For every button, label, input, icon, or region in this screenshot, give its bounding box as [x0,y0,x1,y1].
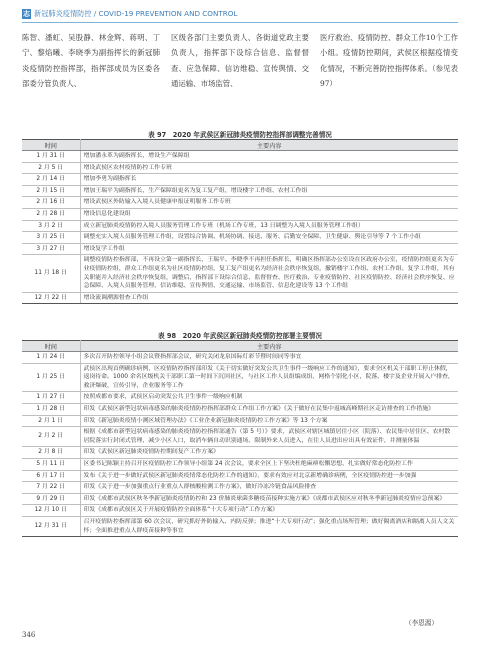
row-content: 印发《武侯区新冠肺炎疫情防控期间复产工作方案》 [80,447,458,459]
row-content: 调整充实入境人员服务管理工作组，设置综合协调、机场协调、接送、服务、后勤安全保障、卫生健康、舆论引导等 7 个工作小组 [80,232,458,244]
table-row [22,415,458,427]
intro-text [22,30,458,122]
intro-column-2: 区级各部门主要负责人、各街道党政主要负责人，指挥部下设综合信息、监督督查、应急保障、信访维稳、宣传舆情、交通运输、市场监管、 [171,33,309,89]
row-content: 增设复学工作组 [80,243,458,255]
author-signature: （李恩源） [405,619,438,627]
table-row [22,174,458,186]
row-date: 2 月 8 日 [22,447,80,459]
row-date: 1 月 31 日 [22,151,80,163]
table-row [22,185,458,197]
table97-header-content: 主要内容 [80,140,458,151]
table-row [22,151,458,163]
row-content: 印发《成都市武侯区秋冬季新冠肺炎疫情防控和 23 价肺炎球菌多糖疫苗接种实施方案》《成都市武侯区应对秋冬季新冠肺炎疫情应急预案》 [80,493,458,505]
table-row [22,255,458,292]
row-content: 印发《关于进一步加强重点行业重点人群核酸检测工作方案》，做好冷冻冷链食品风险排查 [80,482,458,494]
row-content: 召开疫情防控指挥部第 60 次会议，研究抓好外防输入、内防反弹；推进“十大专项行动”；强化重点场所管理；做好隔离酒店和隔离人员人文关怀；全面推进重点人群疫苗接种等事宜 [80,516,458,536]
page-header [22,8,458,22]
row-date: 2 月 2 日 [22,427,80,447]
table97 [22,139,458,304]
intro-column-1: 陈智、潘虹、吴股静、林金辉、蒋明、丁宁、黎焰曦、李晓季为副指挥长的新冠肺炎疫情防控指挥部，指挥部成员为区委各部委分管负责人、 [22,33,160,89]
table-row [22,447,458,459]
table-row [22,458,458,470]
row-date: 3 月 27 日 [22,243,80,255]
row-content: 增设流调溯源督查工作组 [80,292,458,304]
row-content: 根据《成都市新型冠状病毒感染的肺炎疫情防控指挥部通告（第 5 号）》要求，武侯区对辖区城镇居住小区（院落）、农民集中居住区、农村散居院落实行封闭式管理，减少小区人口，取消车辆自动识别通场、限制外来人员进入，在住人员进出应出具有效证件，并测量体温 [80,427,458,447]
row-content: 增加潘永革为副指挥长，增设生产保障组 [80,151,458,163]
header-divider [22,22,458,23]
row-content: 增设武侯区外防输入入境人员健康申报证明服务工作专班 [80,197,458,209]
table-row [22,505,458,517]
table-row [22,493,458,505]
table-row [22,243,458,255]
row-content: 调整疫情防控指挥部，不再设立第一副指挥长，王瑞平、李晓季不再担任指挥长，明确区指挥部办公室设在区政府办公室，疫情防控组更名为专业疫情防控组，群众工作组更名为社区疫情防控组，复工复产组更名为经济社会秩序恢复组，撤销楼宇工作组、农村工作组、复学工作组，其有关职能并入经济社会秩序恢复组，调整后，指挥部下设综合信息、监督督查、医疗救治、专业疫情防控、社区疫情防控、经济社会秩序恢复、应急保障、入境人员服务管理、信访维稳、宣传舆情、交通运输、市场监管、信息化建设等 13 个工作组 [80,255,458,292]
row-date: 2 月 16 日 [22,197,80,209]
table-row [22,427,458,447]
row-date: 6 月 17 日 [22,470,80,482]
table-row [22,403,458,415]
book-logo-icon: 志 [23,10,30,18]
table-row [22,292,458,304]
row-date: 7 月 22 日 [22,482,80,494]
row-date: 9 月 29 日 [22,493,80,505]
table98-header-time: 时间 [22,341,80,352]
table98-caption: 表 98 2020 年武侯区新冠肺炎疫情防控部署主要情况 [158,332,322,340]
row-content: 武侯区出现首例确诊病例，区疫情防控指挥部印发《关于切实做好突发公共卫生事件一级响应工作的通知》，要求全区机关干部职工停止休假，返岗待命。1000 余名区级机关干部职工第一时间下沉回社区，与社区工作人员组编成组，网格个别化小区，院落、楼宇及企业开展入户排查，救济爆破，宣传引导，企业服务等工作 [80,363,458,392]
row-date: 3 月 2 日 [22,220,80,232]
row-date: 12 月 10 日 [22,505,80,517]
row-date: 2 月 14 日 [22,174,80,186]
row-date: 1 月 28 日 [22,403,80,415]
row-date: 1 月 25 日 [22,363,80,392]
table98-header-content: 主要内容 [80,341,458,352]
row-date: 3 月 25 日 [22,232,80,244]
table-row [22,232,458,244]
row-content: 增加李勇为副指挥长 [80,174,458,186]
row-content: 区委书记陈颖主持召开区疫情防控工作领导小组第 24 次会议，要求全区上下坚决杜绝麻痹松懈思想，扎实做好常态化防控工作 [80,458,458,470]
row-date: 2 月 5 日 [22,162,80,174]
table98 [22,340,458,537]
table98-body [22,352,458,537]
row-content: 成立新冠肺炎疫情防控入境人员服务管理工作专班（机场工作专班，13 日调整为入境人员服务管理工作组） [80,220,458,232]
table-row [22,363,458,392]
row-content: 增加王瑞平为副指挥长，生产保障组更名为复工复产组，增设楼宇工作组、农村工作组 [80,185,458,197]
table-row [22,162,458,174]
row-content: 印发《新冠肺炎疫情小测区域管理办法》《工业企业新冠肺炎疫情防控工作方案》等 13 个方案 [80,415,458,427]
row-content: 发布《关于进一步做好武侯区新冠肺炎疫情常态化防控工作的通知》，要求有效应对北京新增确诊病例，全区疫情防控进一步加强 [80,470,458,482]
table-row [22,352,458,364]
row-content: 增设武侯区农村疫情防控工作专班 [80,162,458,174]
row-content: 印发《成都市武侯区关于开展疫情防控全面体系“十大专项行动”工作方案》 [80,505,458,517]
table97-caption: 表 97 2020 年武侯区新冠肺炎疫情防控指挥部调整完善情况 [148,131,332,139]
row-content: 增设信息化建设组 [80,208,458,220]
table97-body [22,151,458,304]
section-title: 新冠肺炎疫情防控 / COVID-19 PREVENTION AND CONTROL [34,9,238,18]
table-row [22,197,458,209]
row-date: 1 月 27 日 [22,392,80,404]
row-content: 按照成都市要求，武侯区启动突发公共卫生事件一级响应机制 [80,392,458,404]
row-date: 12 月 22 日 [22,292,80,304]
row-date: 12 月 31 日 [22,516,80,536]
row-content: 多次召开防控领导小组会议暨指挥部会议，研究关闭龙泉国际灯彩节暨时间同等事宜 [80,352,458,364]
table-row [22,516,458,536]
row-content: 印发《武侯区新型冠状病毒感染的肺炎疫情防控指挥部群众工作组工作方案》《关于做好在民集中返城高峰期社区走访排查的工作措施》 [80,403,458,415]
row-date: 2 月 15 日 [22,185,80,197]
table-row [22,220,458,232]
intro-column-3: 医疗救治、疫情防控、群众工作10个工作小组。疫情防控期间，武侯区根据疫情变化情况，不断完善防控指挥体系。（参见表97） [320,33,458,89]
table-row [22,392,458,404]
table-row [22,470,458,482]
row-date: 2 月 1 日 [22,415,80,427]
table97-header-time: 时间 [22,140,80,151]
row-date: 2 月 28 日 [22,208,80,220]
row-date: 5 月 11 日 [22,458,80,470]
page-number: 346 [22,631,36,639]
row-date: 11 月 18 日 [22,255,80,292]
table-row [22,208,458,220]
table-row [22,482,458,494]
row-date: 1 月 24 日 [22,352,80,364]
